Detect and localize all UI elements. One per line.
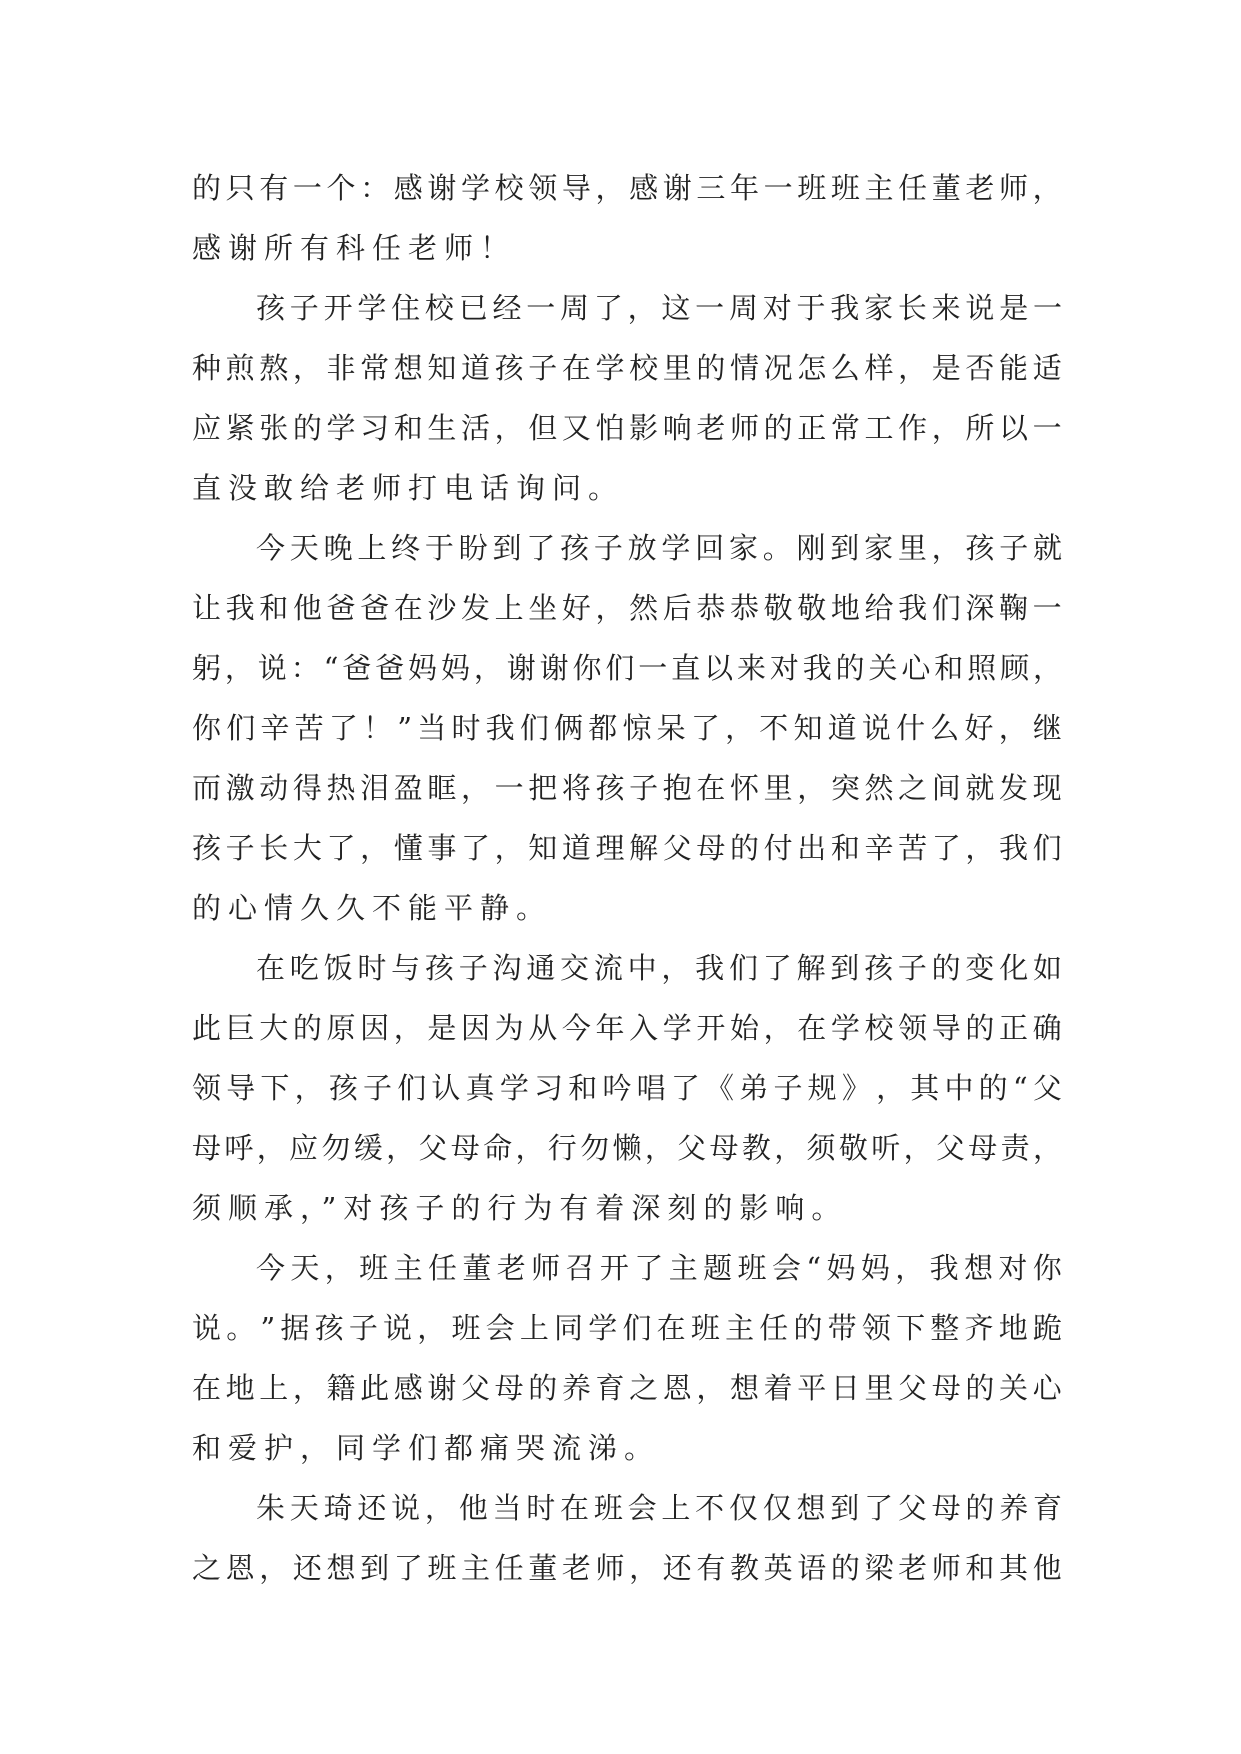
- text-line: 的心情久久不能平静。: [192, 891, 553, 925]
- text-line: 孩 子 开 学 住 校 已 经 一 周 了 ， 这 一 周 对 于 我 家 长 来 说 是 一: [256, 291, 1062, 325]
- text-line: 躬 ， 说 ： “ 爸 爸 妈 妈 ， 谢 谢 你 们 一 直 以 来 对 我 的 关 心 和 照 顾 ，: [192, 651, 1062, 685]
- text-line: 须顺承，”对孩子的行为有着深刻的影响。: [192, 1191, 848, 1225]
- text-line: 应 紧 张 的 学 习 和 生 活 ， 但 又 怕 影 响 老 师 的 正 常 工 作 ， 所 以 一: [192, 411, 1062, 445]
- text-line: 领 导 下 ， 孩 子 们 认 真 学 习 和 吟 唱 了 《 弟 子 规 》 ， 其 中 的 “ 父: [192, 1071, 1062, 1105]
- text-line: 孩 子 长 大 了 ， 懂 事 了 ， 知 道 理 解 父 母 的 付 出 和 辛 苦 了 ， 我 们: [192, 831, 1062, 865]
- text-line: 感谢所有科任老师！: [192, 231, 517, 265]
- text-line: 而 激 动 得 热 泪 盈 眶 ， 一 把 将 孩 子 抱 在 怀 里 ， 突 然 之 间 就 发 现: [192, 771, 1062, 805]
- text-line: 之 恩 ， 还 想 到 了 班 主 任 董 老 师 ， 还 有 教 英 语 的 梁 老 师 和 其 他: [192, 1551, 1062, 1585]
- text-line: 让 我 和 他 爸 爸 在 沙 发 上 坐 好 ， 然 后 恭 恭 敬 敬 地 给 我 们 深 鞠 一: [192, 591, 1062, 625]
- document-body: [192, 158, 1062, 1598]
- text-line: 说 。 ” 据 孩 子 说 ， 班 会 上 同 学 们 在 班 主 任 的 带 领 下 整 齐 地 跪: [192, 1311, 1062, 1345]
- text-line: 的 只 有 一 个 ： 感 谢 学 校 领 导 ， 感 谢 三 年 一 班 班 主 任 董 老 师 ，: [192, 171, 1062, 205]
- text-line: 此 巨 大 的 原 因 ， 是 因 为 从 今 年 入 学 开 始 ， 在 学 校 领 导 的 正 确: [192, 1011, 1062, 1045]
- text-line: 母 呼 ， 应 勿 缓 ， 父 母 命 ， 行 勿 懒 ， 父 母 教 ， 须 敬 听 ， 父 母 责 ，: [192, 1131, 1062, 1165]
- text-line: 种 煎 熬 ， 非 常 想 知 道 孩 子 在 学 校 里 的 情 况 怎 么 样 ， 是 否 能 适: [192, 351, 1062, 385]
- text-line: 今 天 晚 上 终 于 盼 到 了 孩 子 放 学 回 家 。 刚 到 家 里 ， 孩 子 就: [256, 531, 1062, 565]
- text-line: 和爱护，同学们都痛哭流涕。: [192, 1431, 661, 1465]
- text-line: 你 们 辛 苦 了 ！ ” 当 时 我 们 俩 都 惊 呆 了 ， 不 知 道 说 什 么 好 ， 继: [192, 711, 1062, 745]
- text-line: 直没敢给老师打电话询问。: [192, 471, 625, 505]
- text-line: 在 地 上 ， 籍 此 感 谢 父 母 的 养 育 之 恩 ， 想 着 平 日 里 父 母 的 关 心: [192, 1371, 1062, 1405]
- text-line: 今 天 ， 班 主 任 董 老 师 召 开 了 主 题 班 会 “ 妈 妈 ， 我 想 对 你: [256, 1251, 1062, 1285]
- text-line: 在 吃 饭 时 与 孩 子 沟 通 交 流 中 ， 我 们 了 解 到 孩 子 的 变 化 如: [256, 951, 1062, 985]
- text-line: 朱 天 琦 还 说 ， 他 当 时 在 班 会 上 不 仅 仅 想 到 了 父 母 的 养 育: [256, 1491, 1062, 1525]
